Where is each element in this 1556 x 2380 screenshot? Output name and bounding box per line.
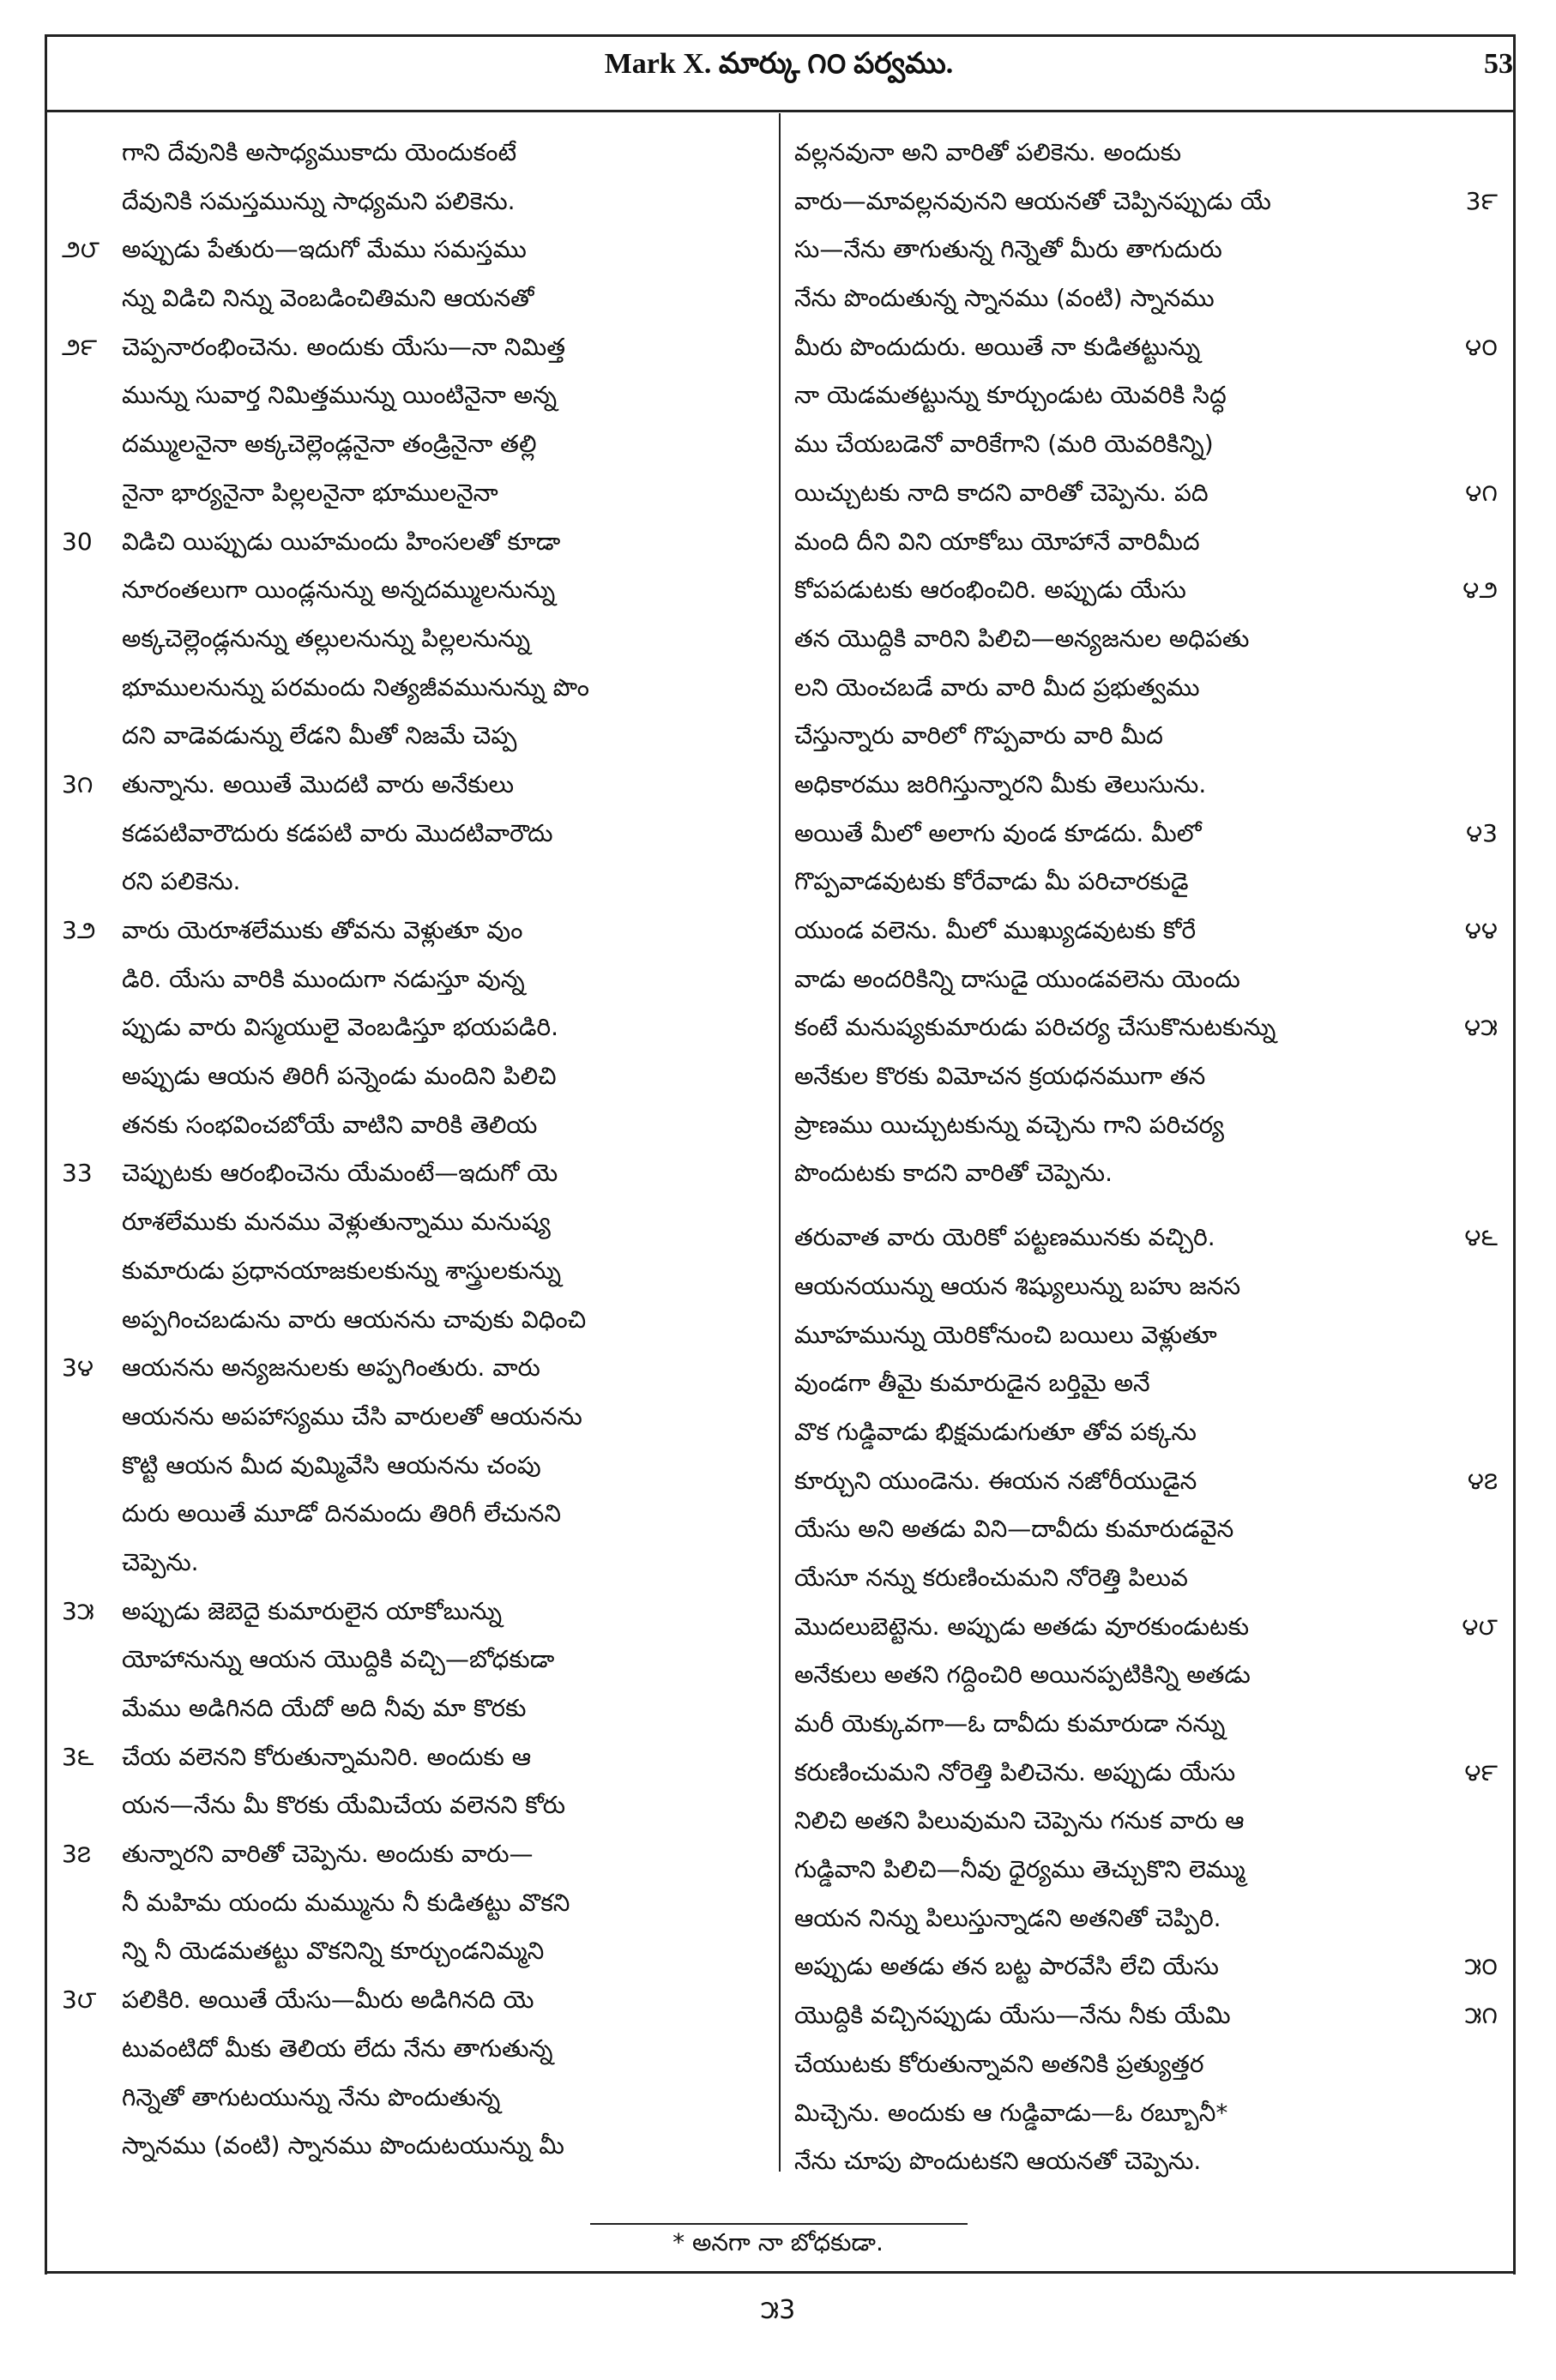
frame-right-rule bbox=[1513, 34, 1516, 2275]
line-text: ప్రాణము యిచ్చుటకున్ను వచ్చెను గాని పరిచర్య bbox=[794, 1110, 1224, 1139]
verse-number: 3౨ bbox=[62, 916, 96, 944]
text-line bbox=[62, 1052, 765, 1101]
text-line bbox=[794, 469, 1498, 518]
line-text: చెప్పుటకు ఆరంభించెను యేమంటే—ఇదుగో యె bbox=[122, 1159, 558, 1188]
line-text: నూరంతలుగా యిండ్లనున్ను అన్నదమ్ములనున్ను bbox=[122, 575, 556, 605]
line-text: మేము అడిగినది యేదో అది నీవు మా కొరకు bbox=[122, 1694, 527, 1722]
text-line bbox=[62, 1927, 765, 1976]
text-line bbox=[62, 129, 765, 178]
line-text: ము చేయబడెనో వారికేగాని (మరి యెవరికిన్ని) bbox=[794, 430, 1214, 459]
footer-rule bbox=[45, 2271, 1516, 2274]
verse-number: 3౯ bbox=[1465, 186, 1498, 215]
text-line bbox=[62, 858, 765, 907]
line-text: నేను పొందుతున్న స్నానము (వంటి) స్నానము bbox=[794, 284, 1215, 313]
verse-number: 3౮ bbox=[62, 1985, 97, 2015]
text-line bbox=[62, 1781, 765, 1830]
line-text: డిరి. యేసు వారికి ముందుగా నడుస్తూ వున్న bbox=[122, 964, 525, 993]
verse-number: 30 bbox=[62, 527, 93, 556]
line-text: ఆయనయున్ను ఆయన శిష్యులున్ను బహు జనస bbox=[794, 1271, 1241, 1300]
text-line bbox=[794, 1101, 1498, 1150]
line-text: ప్పుడు వారు విస్మయులై వెంబడిస్తూ భయపడిరి. bbox=[122, 1013, 559, 1042]
text-line bbox=[62, 1588, 765, 1636]
text-line bbox=[794, 1311, 1498, 1360]
footnote-rule bbox=[590, 2223, 968, 2225]
line-text: విడిచి యిప్పుడు యిహమందు హింసలతో కూడా bbox=[122, 527, 561, 556]
text-line bbox=[62, 1684, 765, 1733]
line-text: దేవునికి సమస్తమున్ను సాధ్యమని పలికెను. bbox=[122, 186, 516, 215]
line-text: నేను చూపు పొందుటకని ఆయనతో చెప్పెను. bbox=[794, 2147, 1202, 2176]
text-line bbox=[794, 1603, 1498, 1652]
column-divider bbox=[779, 113, 781, 2172]
verse-number: 3౭ bbox=[62, 1840, 91, 1869]
line-text: ఆయన నిన్ను పిలుస్తున్నాడని అతనితో చెప్పిరి. bbox=[794, 1903, 1221, 1932]
text-line bbox=[794, 858, 1498, 907]
line-text: పలికిరి. అయితే యేసు—మీరు అడిగినది యె bbox=[122, 1985, 534, 2015]
verse-number: ౪3 bbox=[1465, 818, 1498, 847]
text-line bbox=[62, 1247, 765, 1296]
text-line bbox=[794, 566, 1498, 615]
text-line bbox=[794, 226, 1498, 274]
text-line bbox=[794, 1651, 1498, 1700]
left-column bbox=[62, 129, 765, 2171]
text-line bbox=[62, 178, 765, 226]
text-line bbox=[62, 1296, 765, 1345]
page-number: 53 bbox=[1484, 48, 1513, 80]
line-text: గొప్పవాడవుటకు కోరేవాడు మీ పరిచారకుడై bbox=[794, 867, 1189, 896]
line-text: కోపపడుటకు ఆరంభించిరి. అప్పుడు యేసు bbox=[794, 575, 1186, 605]
verse-number: ౪౮ bbox=[1462, 1612, 1498, 1641]
line-text: భూములనున్ను పరమందు నిత్యజీవమునున్ను పొం bbox=[122, 672, 589, 702]
line-text: న్ను విడిచి నిన్ను వెంబడించితిమని ఆయనతో bbox=[122, 284, 534, 313]
signature-mark: ౫3 bbox=[760, 2295, 796, 2325]
right-column bbox=[794, 129, 1498, 2186]
text-line bbox=[794, 178, 1498, 226]
line-text: కొట్టి ఆయన మీద వుమ్మివేసి ఆయనను చంపు bbox=[122, 1450, 541, 1479]
verse-number: ౨౯ bbox=[62, 332, 98, 361]
line-text: సు—నేను తాగుతున్న గిన్నెతో మీరు తాగుదురు bbox=[794, 235, 1222, 264]
line-text: గుడ్డివాని పిలిచి—నీవు ధైర్యము తెచ్చుకొని లెమ్ము bbox=[794, 1855, 1245, 1884]
text-line bbox=[62, 469, 765, 518]
text-line bbox=[794, 274, 1498, 323]
text-line bbox=[62, 566, 765, 615]
text-line bbox=[794, 810, 1498, 859]
text-line bbox=[62, 2074, 765, 2123]
line-text: యేసూ నన్ను కరుణించుమని నోరెత్తి పిలువ bbox=[794, 1563, 1188, 1592]
line-text: గిన్నెతో తాగుటయున్ను నేను పొందుతున్న bbox=[122, 2082, 501, 2112]
line-text: దని వాడెవడున్ను లేడని మీతో నిజమే చెప్ప bbox=[122, 721, 517, 750]
line-text: మీరు పొందుదురు. అయితే నా కుడితట్టున్ను bbox=[794, 332, 1201, 361]
verse-number: 33 bbox=[62, 1159, 93, 1188]
line-text: యేసు అని అతడు విని—దావీదు కుమారుడవైన bbox=[794, 1515, 1234, 1544]
line-text: ఆయనను అపహాస్యము చేసి వారులతో ఆయనను bbox=[122, 1401, 582, 1431]
line-text: తున్నారని వారితో చెప్పెను. అందుకు వారు— bbox=[122, 1840, 534, 1869]
line-text: స్నానము (వంటి) స్నానము పొందుటయున్ను మీ bbox=[122, 2131, 564, 2160]
line-text: కూర్చుని యుండెను. ఈయన నజోరీయుడైన bbox=[794, 1466, 1197, 1495]
line-text: పొందుటకు కాదని వారితో చెప్పెను. bbox=[794, 1159, 1113, 1188]
line-text: చెప్పెను. bbox=[122, 1547, 199, 1576]
text-line bbox=[62, 1976, 765, 2025]
text-line bbox=[62, 1393, 765, 1442]
text-line bbox=[794, 1262, 1498, 1311]
line-text: దమ్ములనైనా అక్కచెల్లెండ్లనైనా తండ్రినైనా తల్లి bbox=[122, 430, 537, 459]
text-line bbox=[794, 1797, 1498, 1846]
text-line bbox=[794, 907, 1498, 955]
text-line bbox=[794, 1408, 1498, 1457]
line-text: కడపటివారౌదురు కడపటి వారు మొదటివారౌదు bbox=[122, 818, 553, 847]
line-text: అప్పుడు పేతురు—ఇదుగో మేము సమస్తము bbox=[122, 235, 527, 264]
text-line bbox=[62, 1879, 765, 1928]
line-text: తున్నాను. అయితే మొదటి వారు అనేకులు bbox=[122, 769, 515, 798]
frame-left-rule bbox=[45, 34, 47, 2275]
line-text: చేస్తున్నారు వారిలో గొప్పవారు వారి మీద bbox=[794, 721, 1163, 750]
verse-number: ౨౮ bbox=[62, 235, 100, 264]
text-line bbox=[62, 1539, 765, 1588]
text-line bbox=[794, 712, 1498, 761]
line-text: రని పలికెను. bbox=[122, 867, 241, 896]
text-line bbox=[794, 1943, 1498, 1991]
line-text: ఆయనను అన్యజనులకు అప్పగింతురు. వారు bbox=[122, 1353, 540, 1383]
text-line bbox=[62, 1003, 765, 1052]
line-text: చేయ వలెనని కోరుతున్నామనిరి. అందుకు ఆ bbox=[122, 1742, 532, 1771]
verse-number: ౫౦ bbox=[1464, 1952, 1498, 1981]
text-line bbox=[794, 761, 1498, 810]
text-line bbox=[62, 1442, 765, 1491]
text-line bbox=[62, 1149, 765, 1198]
line-text: కరుణించుమని నోరెత్తి పిలిచెను. అప్పుడు యేసు bbox=[794, 1757, 1236, 1787]
text-line bbox=[794, 664, 1498, 713]
line-text: యిచ్చుటకు నాది కాదని వారితో చెప్పెను. పది bbox=[794, 478, 1209, 507]
text-line bbox=[794, 1214, 1498, 1262]
line-text: మరీ యెక్కువగా—ఓ దావీదు కుమారుడా నన్ను bbox=[794, 1709, 1226, 1738]
line-text: దురు అయితే మూడో దినమందు తిరిగీ లేచునని bbox=[122, 1499, 562, 1528]
text-line bbox=[794, 1846, 1498, 1895]
text-line bbox=[62, 323, 765, 372]
text-line bbox=[62, 1344, 765, 1393]
verse-number: 3౬ bbox=[62, 1742, 94, 1771]
line-text: వారు యెరూశలేముకు తోవను వెళ్లుతూ వుం bbox=[122, 916, 523, 944]
line-text: తరువాత వారు యెరికో పట్టణమునకు వచ్చిరి. bbox=[794, 1223, 1215, 1252]
line-text: యన—నేను మీ కొరకు యేమిచేయ వలెనని కోరు bbox=[122, 1791, 566, 1820]
text-line bbox=[62, 1198, 765, 1247]
text-line bbox=[794, 2089, 1498, 2138]
text-line bbox=[62, 810, 765, 859]
text-line bbox=[62, 761, 765, 810]
text-line bbox=[794, 1359, 1498, 1408]
line-text: నా యెడమతట్టున్ను కూర్చుండుట యెవరికి సిద్ధ bbox=[794, 381, 1227, 410]
running-title: Mark X. మార్కు ౧౦ పర్వము. bbox=[604, 48, 954, 80]
text-line bbox=[62, 518, 765, 567]
line-text: గాని దేవునికి అసాధ్యముకాదు యెందుకంటే bbox=[122, 138, 517, 166]
line-text: అనేకుల కొరకు విమోచన క్రయధనముగా తన bbox=[794, 1062, 1206, 1091]
text-line bbox=[794, 1749, 1498, 1798]
text-line bbox=[794, 955, 1498, 1004]
text-line bbox=[794, 1149, 1498, 1198]
line-text: అనేకులు అతని గద్దించిరి అయినప్పటికిన్ని అతడు bbox=[794, 1660, 1251, 1690]
text-line bbox=[794, 420, 1498, 469]
verse-number: ౫౧ bbox=[1464, 2001, 1498, 2030]
text-line bbox=[794, 1554, 1498, 1603]
line-text: మూహమున్ను యెరికోనుంచి బయిలు వెళ్లుతూ bbox=[794, 1320, 1217, 1349]
text-line bbox=[62, 274, 765, 323]
text-line bbox=[794, 2137, 1498, 2186]
text-line bbox=[62, 420, 765, 469]
line-text: యుండ వలెను. మీలో ముఖ్యుడవుటకు కోరే bbox=[794, 916, 1197, 944]
text-line bbox=[62, 2122, 765, 2171]
text-line bbox=[794, 1895, 1498, 1943]
line-text: అప్పుడు జెబెదై కుమారులైన యాకోబున్ను bbox=[122, 1596, 503, 1625]
verse-number: ౪౧ bbox=[1465, 478, 1498, 507]
line-text: యోహానున్ను ఆయన యొద్దికి వచ్చి—బోధకుడా bbox=[122, 1645, 555, 1674]
text-line bbox=[62, 1490, 765, 1539]
line-text: టువంటిదో మీకు తెలియ లేదు నేను తాగుతున్న bbox=[122, 2034, 553, 2063]
line-text: యొద్దికి వచ్చినప్పుడు యేసు—నేను నీకు యేమి bbox=[794, 2001, 1231, 2030]
text-line bbox=[62, 1830, 765, 1879]
line-text: కుమారుడు ప్రధానయాజకులకున్ను శాస్త్రులకున్ను bbox=[122, 1256, 562, 1285]
text-line bbox=[62, 371, 765, 420]
text-line bbox=[794, 1457, 1498, 1506]
text-line bbox=[794, 2040, 1498, 2089]
line-text: చెప్పనారంభించెను. అందుకు యేసు—నా నిమిత్త bbox=[122, 332, 566, 361]
text-line bbox=[794, 1991, 1498, 2040]
verse-number: 3౧ bbox=[62, 769, 93, 798]
text-line bbox=[794, 323, 1498, 372]
line-text: చేయుటకు కోరుతున్నావని అతనికి ప్రత్యుత్తర bbox=[794, 2049, 1204, 2078]
line-text: మున్ను సువార్త నిమిత్తమున్ను యింటినైనా అన్న bbox=[122, 381, 558, 410]
text-line bbox=[62, 907, 765, 955]
verse-number: ౪౬ bbox=[1464, 1223, 1498, 1252]
line-text: వాడు అందరికిన్ని దాసుడై యుండవలెను యెందు bbox=[794, 964, 1240, 993]
text-line bbox=[794, 1505, 1498, 1554]
text-line bbox=[62, 1101, 765, 1150]
line-text: కంటే మనుష్యకుమారుడు పరిచర్య చేసుకొనుటకున్ను bbox=[794, 1013, 1276, 1042]
text-line bbox=[62, 712, 765, 761]
line-text: వుండగా తీమై కుమారుడైన బర్తిమై అనే bbox=[794, 1369, 1150, 1398]
verse-number: ౪౦ bbox=[1464, 332, 1498, 361]
text-line bbox=[794, 615, 1498, 664]
verse-number: ౪౯ bbox=[1464, 1757, 1498, 1787]
text-line bbox=[62, 1733, 765, 1782]
text-line bbox=[794, 371, 1498, 420]
text-line bbox=[62, 2025, 765, 2074]
text-line bbox=[62, 1636, 765, 1684]
line-text: అక్కచెల్లెండ్లనున్ను తల్లులనున్ను పిల్లలనున్ను bbox=[122, 624, 531, 653]
text-line bbox=[794, 129, 1498, 178]
line-text: అప్పుడు ఆయన తిరిగీ పన్నెండు మందిని పిలిచి bbox=[122, 1062, 557, 1091]
line-text: వల్లనవునా అని వారితో పలికెను. అందుకు bbox=[794, 138, 1182, 166]
verse-number: 3౫ bbox=[62, 1596, 94, 1625]
line-text: మిచ్చెను. అందుకు ఆ గుడ్డివాడు—ఓ రబ్బూనీ* bbox=[794, 2098, 1228, 2127]
text-line bbox=[794, 1003, 1498, 1052]
text-line bbox=[62, 615, 765, 664]
text-line bbox=[794, 518, 1498, 567]
line-text: తనకు సంభవించబోయే వాటిని వారికి తెలియ bbox=[122, 1110, 538, 1139]
line-text: అధికారము జరిగిస్తున్నారని మీకు తెలుసును. bbox=[794, 769, 1207, 798]
line-text: అయితే మీలో అలాగు వుండ కూడదు. మీలో bbox=[794, 818, 1202, 847]
line-text: మొదలుబెట్టెను. అప్పుడు అతడు వూరకుండుటకు bbox=[794, 1612, 1250, 1641]
line-text: లని యెంచబడే వారు వారి మీద ప్రభుత్వము bbox=[794, 672, 1200, 702]
text-line bbox=[62, 664, 765, 713]
line-text: వొక గుడ్డివాడు భిక్షమడుగుతూ తోవ పక్కను bbox=[794, 1417, 1197, 1446]
line-text: నీ మహిమ యందు మమ్మును నీ కుడితట్టు వొకని bbox=[122, 1888, 570, 1917]
text-line bbox=[794, 1700, 1498, 1749]
running-header bbox=[45, 34, 1513, 99]
line-text: నిలిచి అతని పిలువుమని చెప్పెను గనుక వారు ఆ bbox=[794, 1806, 1245, 1835]
line-text: నైనా భార్యనైనా పిల్లలనైనా భూములనైనా bbox=[122, 478, 498, 507]
text-line bbox=[62, 955, 765, 1004]
verse-number: 3౪ bbox=[62, 1353, 94, 1383]
footnote: * అనగా నా బోధకుడా. bbox=[672, 2228, 884, 2256]
line-text: అప్పగించబడును వారు ఆయనను చావుకు విధించి bbox=[122, 1304, 587, 1334]
line-text: రూశలేముకు మనము వెళ్లుతున్నాము మనుష్య bbox=[122, 1208, 551, 1237]
line-text: వారు—మావల్లనవునని ఆయనతో చెప్పినప్పుడు యే bbox=[794, 186, 1271, 215]
verse-number: ౪౪ bbox=[1464, 916, 1498, 944]
line-text: అప్పుడు అతడు తన బట్ట పారవేసి లేచి యేసు bbox=[794, 1952, 1219, 1981]
header-rule bbox=[45, 110, 1513, 112]
text-line bbox=[794, 1052, 1498, 1101]
text-line bbox=[62, 226, 765, 274]
line-text: తన యొద్దికి వారిని పిలిచి—అన్యజనుల అధిపతు bbox=[794, 624, 1250, 653]
line-text: న్ని నీ యెడమతట్టు వొకనిన్ని కూర్చుండనిమ్మని bbox=[122, 1937, 545, 1966]
line-text: మంది దీని విని యాకోబు యోహానే వారిమీద bbox=[794, 527, 1200, 556]
verse-number: ౪౭ bbox=[1467, 1466, 1498, 1495]
verse-number: ౪౫ bbox=[1463, 1013, 1498, 1042]
verse-number: ౪౨ bbox=[1463, 575, 1498, 605]
